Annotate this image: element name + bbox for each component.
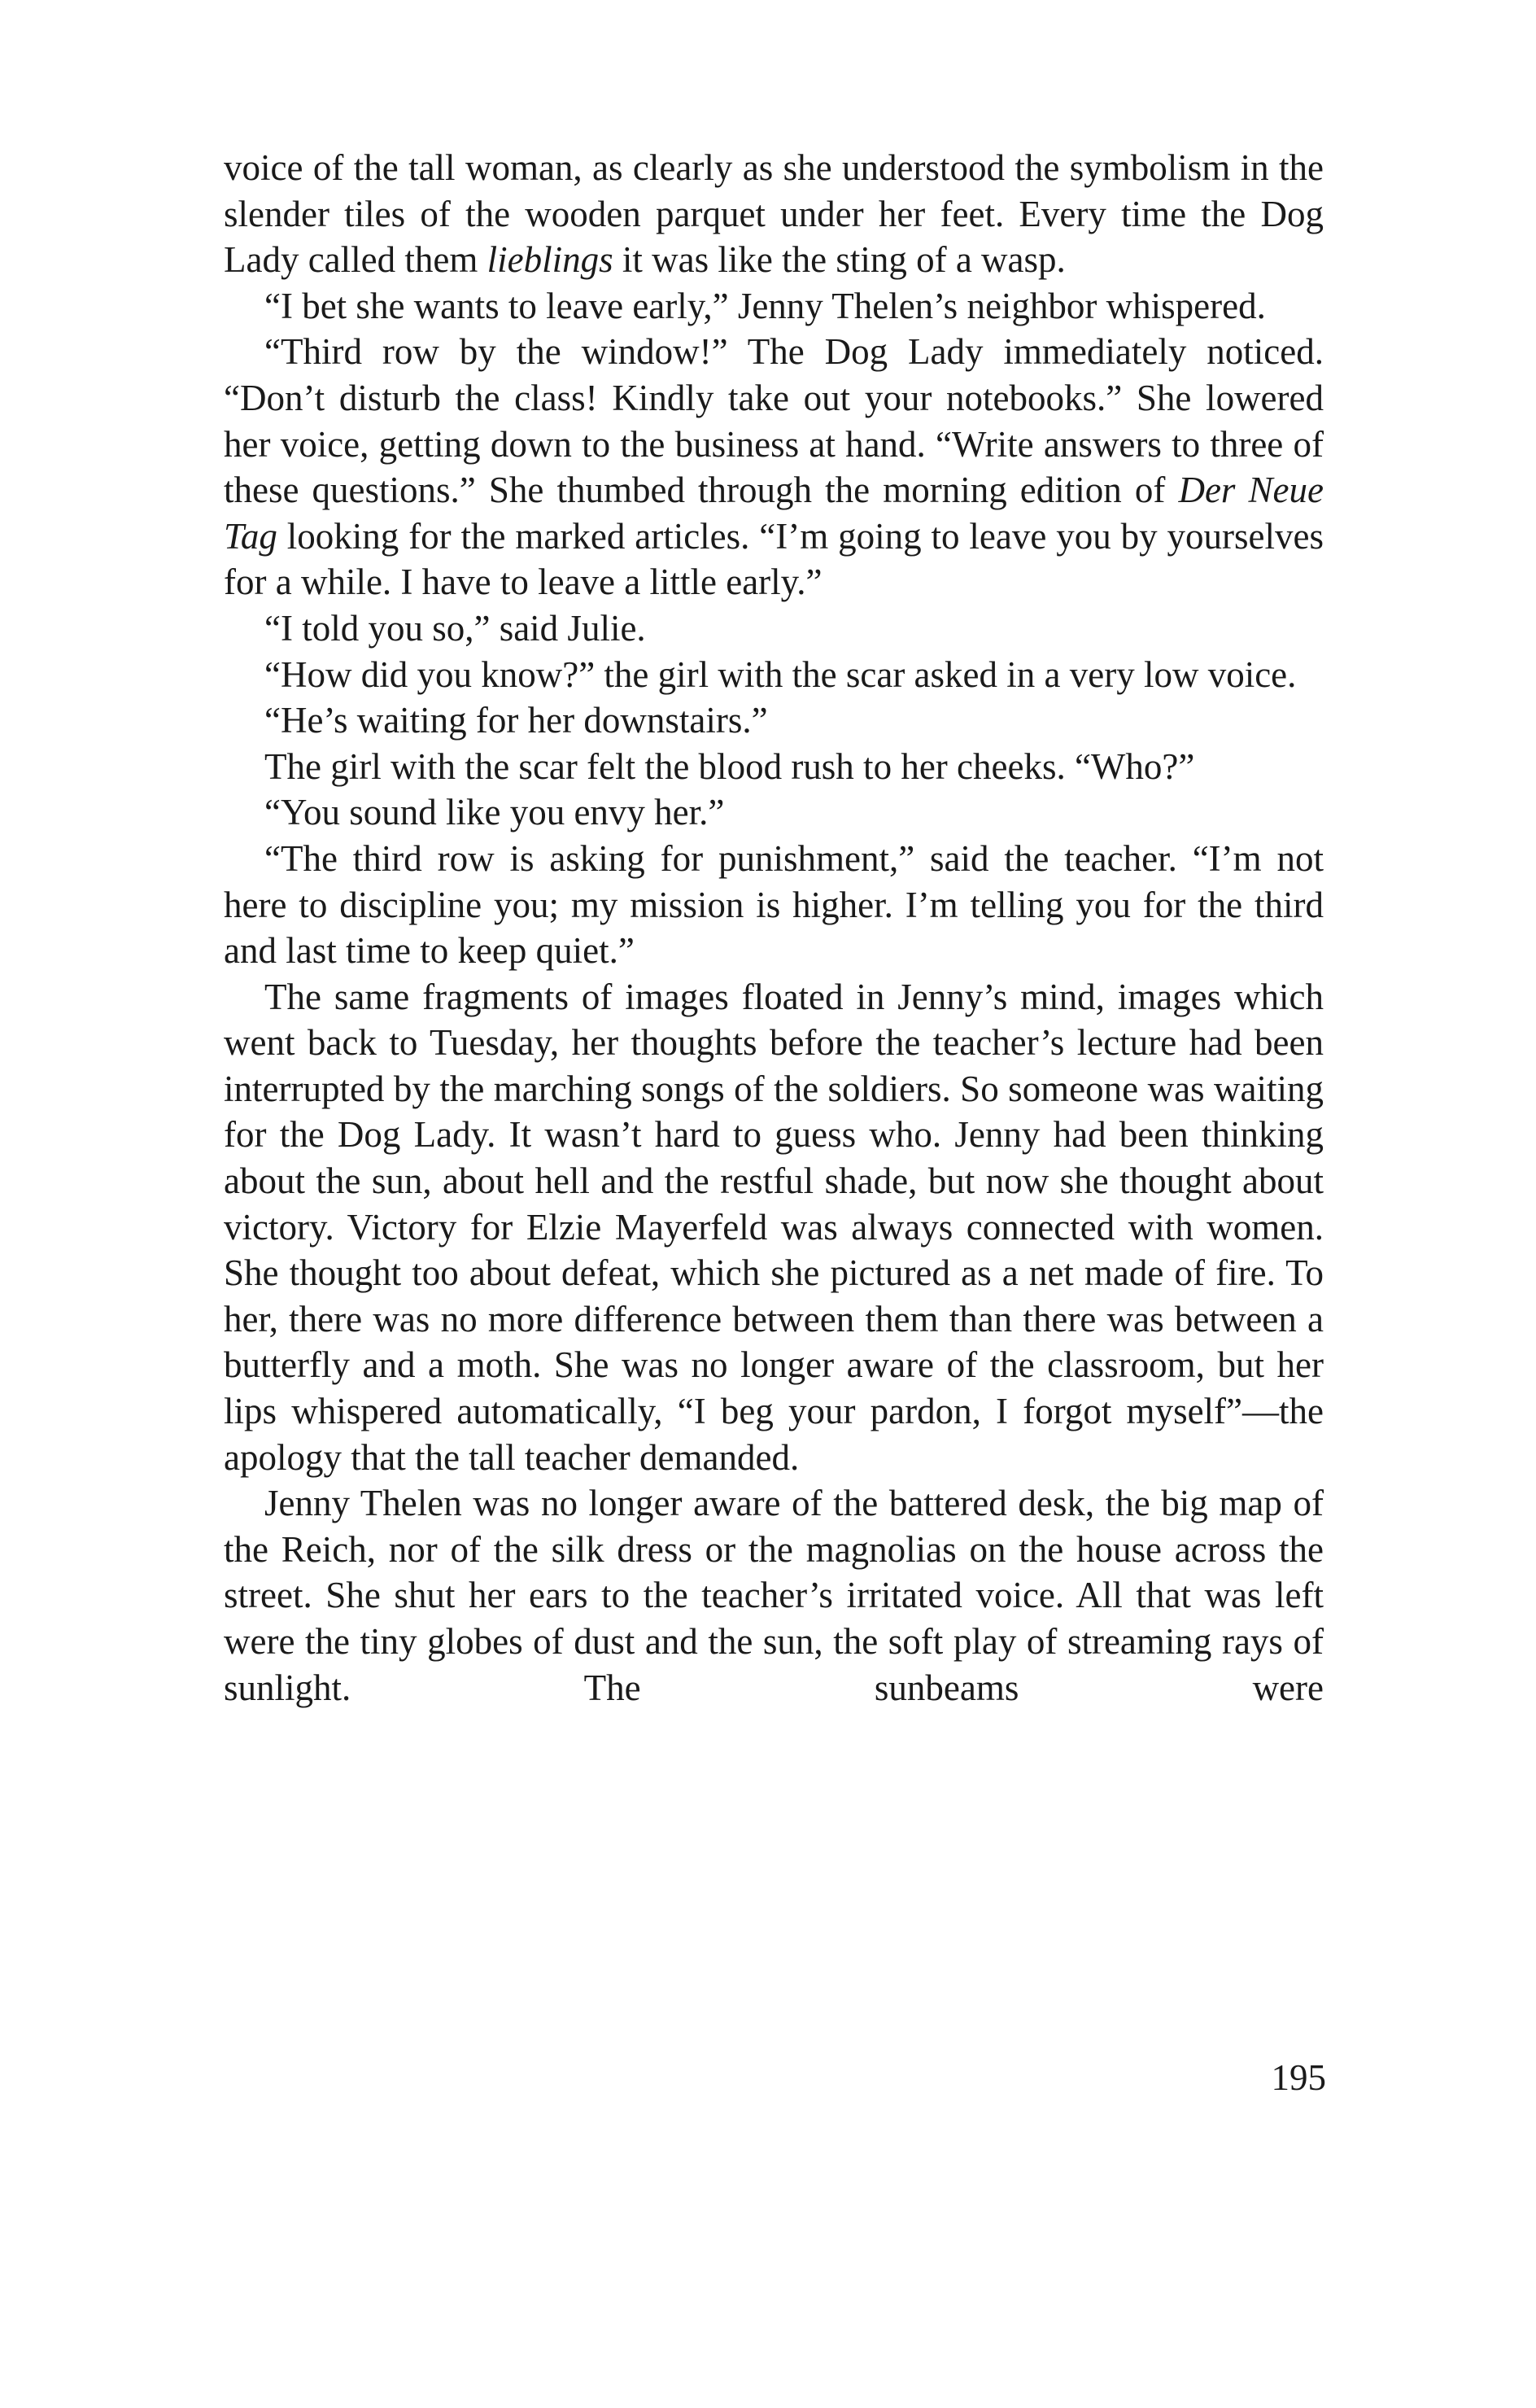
text-segment: “Third row by the window!” The Dog Lady immediately noticed. “Don’t disturb the class! Kindly take out your notebooks.” She lowered her voice, getting down to the business at hand. “Write answers to three of these questions.” She thumbed through the morning edition of (224, 331, 1324, 511)
text-segment: “How did you know?” the girl with the scar asked in a very low voice. (264, 653, 1297, 695)
body-text (224, 145, 1324, 1711)
paragraph-p6 (224, 697, 1324, 744)
paragraph-p11 (224, 1480, 1324, 1711)
text-segment: The girl with the scar felt the blood rush to her cheeks. “Who?” (264, 745, 1195, 787)
text-segment: “I bet she wants to leave early,” Jenny Thelen’s neighbor whispered. (264, 285, 1266, 326)
text-segment: The same fragments of images floated in Jenny’s mind, images which went back to Tuesday, her thoughts before the teacher’s lecture had been interrupted by the marching songs of the soldiers. So someone was waiting for the Dog Lady. It wasn’t hard to guess who. Jenny had been thinking about the sun, about hell and the restful shade, but now she thought about victory. Victory for Elzie Mayerfeld was always connected with women. She thought too about defeat, which she pictured as a net made of fire. To her, there was no more difference between them than there was between a butterfly and a moth. She was no longer aware of the classroom, but her lips whispered automatically, “I beg your pardon, I forgot myself”—the apology that the tall teacher demanded. (224, 976, 1324, 1478)
paragraph-p3 (224, 329, 1324, 605)
paragraph-p2 (224, 283, 1324, 330)
text-segment: “You sound like you envy her.” (264, 792, 725, 833)
text-segment: voice of the tall woman, as clearly as she understood the symbolism in the slender tiles of the wooden parquet under her feet. Every time the Dog Lady called them (224, 147, 1324, 281)
paragraph-p9 (224, 836, 1324, 974)
paragraph-p10 (224, 974, 1324, 1481)
text-segment: looking for the marked articles. “I’m going to leave you by yourselves for a while. I have to leave a little early.” (224, 515, 1324, 603)
text-segment: it was like the sting of a wasp. (613, 239, 1066, 281)
paragraph-p7 (224, 744, 1324, 790)
paragraph-p1 (224, 145, 1324, 283)
paragraph-p5 (224, 652, 1324, 698)
italic-text: lieblings (487, 239, 613, 281)
paragraph-p8 (224, 789, 1324, 836)
text-segment: “He’s waiting for her downstairs.” (264, 700, 768, 741)
text-segment: “I told you so,” said Julie. (264, 607, 646, 649)
text-segment: “The third row is asking for punishment,” said the teacher. “I’m not here to discipline you; my mission is higher. I’m telling you for the third and last time to keep quiet.” (224, 837, 1324, 972)
italic-text: Der Neue Tag (224, 470, 1324, 557)
paragraph-p4 (224, 605, 1324, 652)
text-segment: Jenny Thelen was no longer aware of the battered desk, the big map of the Reich, nor of the silk dress or the magnolias on the house across the street. She shut her ears to the teacher’s irritated voice. All that was left were the tiny globes of dust and the sun, the soft play of streaming rays of sunlight. The sunbeams were (224, 1483, 1324, 1708)
page-number: 195 (1271, 2057, 1326, 2098)
